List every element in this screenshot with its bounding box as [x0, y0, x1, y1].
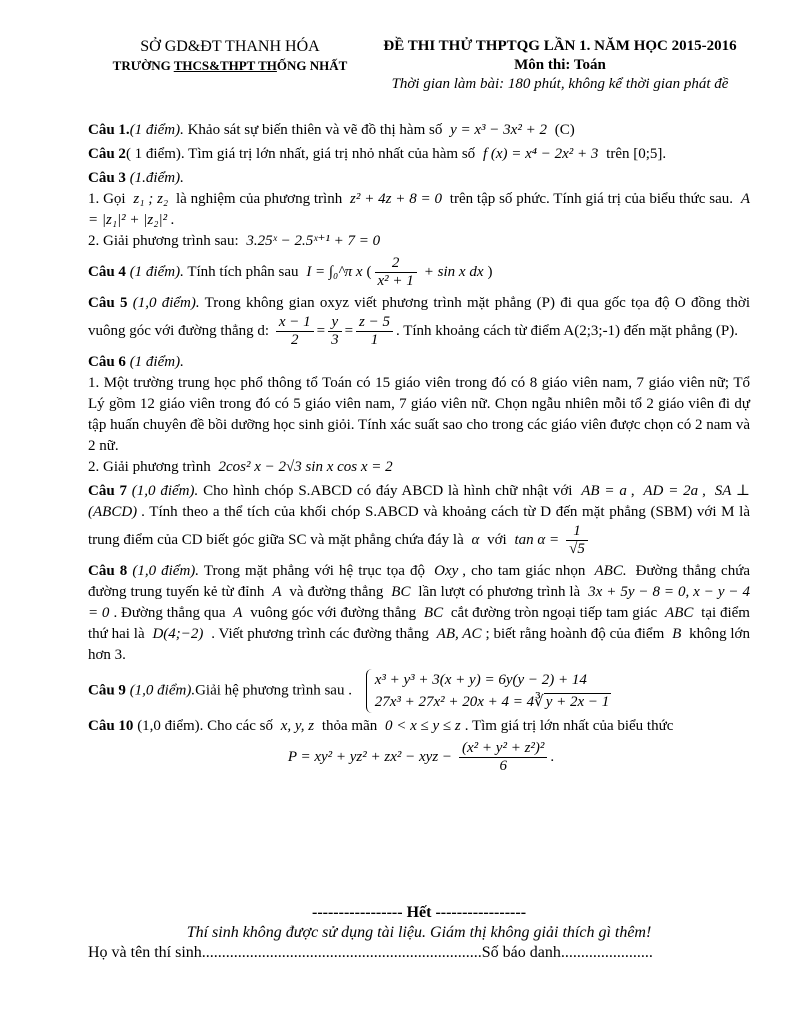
question-1: Câu 1.(1 điểm). Khảo sát sự biến thiên và vẽ đồ thị hàm số y = x³ − 3x² + 2 (C): [88, 122, 575, 138]
exam-note: Thí sinh không được sử dụng tài liệu. Giám thị không giải thích gì thêm!: [186, 924, 652, 941]
question-7: Câu 7 (1,0 điểm). Cho hình chóp S.ABCD có đáy ABCD là hình chữ nhật với AB = a , AD = 2a , SA ⊥ (ABCD) . Tính theo a thể tích của khối chóp S.ABCD và khoảng cách từ D đến mặt phẳng (SBM) với M là trung điểm của CD biết góc giữa SC và mặt phẳng chứa đáy là α với tan α = $\frac{1}{√5}$: [88, 483, 751, 557]
end-marker: ----------------- Hết -----------------: [311, 904, 527, 921]
question-3: Câu 3 (1.điểm). 1. Gọi z₁ ; z₂ là nghiệm của phương trình z² + 4z + 8 = 0 trên tập số phức. Tính giá trị của biểu thức sau. A = |z₁|² + |z₂|² . 2. Giải phương trình sau: 3.25ˣ − 2.5ˣ⁺¹ + 7 = 0: [88, 170, 751, 249]
exam-title: ĐỀ THI THỬ THPTQG LẦN 1. NĂM HỌC 2015-2016: [383, 38, 737, 54]
function-q2: f (x) = x⁴ − 2x² + 3: [482, 146, 599, 162]
exam-subject: Môn thi: Toán: [514, 57, 606, 73]
student-info-line: Họ và tên thí sinh......................................................................Số báo danh.......................: [88, 944, 653, 961]
question-5: Câu 5 (1,0 điểm). Trong không gian oxyz viết phương trình mặt phẳng (P) đi qua gốc tọa độ O đồng thời vuông góc với đường thẳng d: $\frac{x - 1}{2}$ = $\frac{y}{3}$ = $\frac{z - 5}{1}$ . Tính khoảng cách từ điểm A(2;3;-1) đến mặt phẳng (P).: [88, 295, 750, 348]
equation-system: x³ + y³ + 3(x + y) = 6y(y − 2) + 14 27x³ + 27x² + 20x + 4 = 4∛ y + 2x − 1: [366, 669, 612, 713]
function-q1: y = x³ − 3x² + 2: [450, 122, 547, 138]
question-2: Câu 2( 1 điểm). Tìm giá trị lớn nhất, giá trị nhỏ nhất của hàm số f (x) = x⁴ − 2x² + 3 trên [0;5].: [88, 146, 667, 162]
question-9: Câu 9 (1,0 điểm).Giải hệ phương trình sau . x³ + y³ + 3(x + y) = 6y(y − 2) + 14 27x³ + 27x² + 20x + 4 = 4∛ y + 2x − 1: [88, 669, 750, 713]
question-4: Câu 4 (1 điểm). Tính tích phân sau I = ∫₀^π x ( $\frac{2}{\text{x² + 1}}$ + sin x dx ): [88, 255, 493, 289]
expression-p: P = xy² + yz² + zx² − xyz − $\frac{\text{(x² + y² + z²)²}}{6}$ .: [287, 740, 555, 774]
question-6: Câu 6 (1 điểm). 1. Một trường trung học phổ thông tổ Toán có 15 giáo viên trong đó có 8 giáo viên nam, 7 giáo viên nữ; Tổ Lý gồm 12 giáo viên trong đó có 5 giáo viên nam, 7 giáo viên nữ. Chọn ngẫu nhiên mỗi tổ 2 giáo viên đi dự tập huấn chuyên đề bồi dưỡng học sinh giỏi. Tính xác suất sao cho trong các giáo viên được chọn có 2 nam và 2 nữ. 2. Giải phương trình 2cos² x − 2√3 sin x cos x = 2: [88, 354, 750, 475]
header-left: [80, 38, 380, 74]
header-right: [360, 38, 760, 93]
department-name: SỞ GD&ĐT THANH HÓA: [140, 38, 320, 55]
exam-time: Thời gian làm bài: 180 phút, không kể thời gian phát đề: [391, 76, 729, 92]
exam-footer: [88, 904, 750, 962]
fraction-q4: $\frac{2}{\text{x² + 1}}$: [375, 255, 417, 290]
exam-body: [88, 120, 750, 778]
question-10: Câu 10 (1,0 điểm). Cho các số x, y, z thỏa mãn 0 < x ≤ y ≤ z . Tìm giá trị lớn nhất của biểu thức: [88, 718, 674, 734]
school-name: TRƯỜNG THCS&THPT THỐNG NHẤT: [112, 58, 348, 73]
question-8: Câu 8 (1,0 điểm). Trong mặt phẳng với hệ trục tọa độ Oxy , cho tam giác nhọn ABC. Đường thẳng chứa đường trung tuyến kẻ từ đỉnh A và đường thẳng BC lần lượt có phương trình là 3x + 5y − 8 = 0, x − y − 4 = 0 . Đường thẳng qua A vuông góc với đường thẳng BC cắt đường tròn ngoại tiếp tam giác ABC tại điểm thứ hai là D(4;−2) . Viết phương trình các đường thẳng AB, AC ; biết rằng hoành độ của điểm B không lớn hơn 3.: [88, 563, 750, 663]
